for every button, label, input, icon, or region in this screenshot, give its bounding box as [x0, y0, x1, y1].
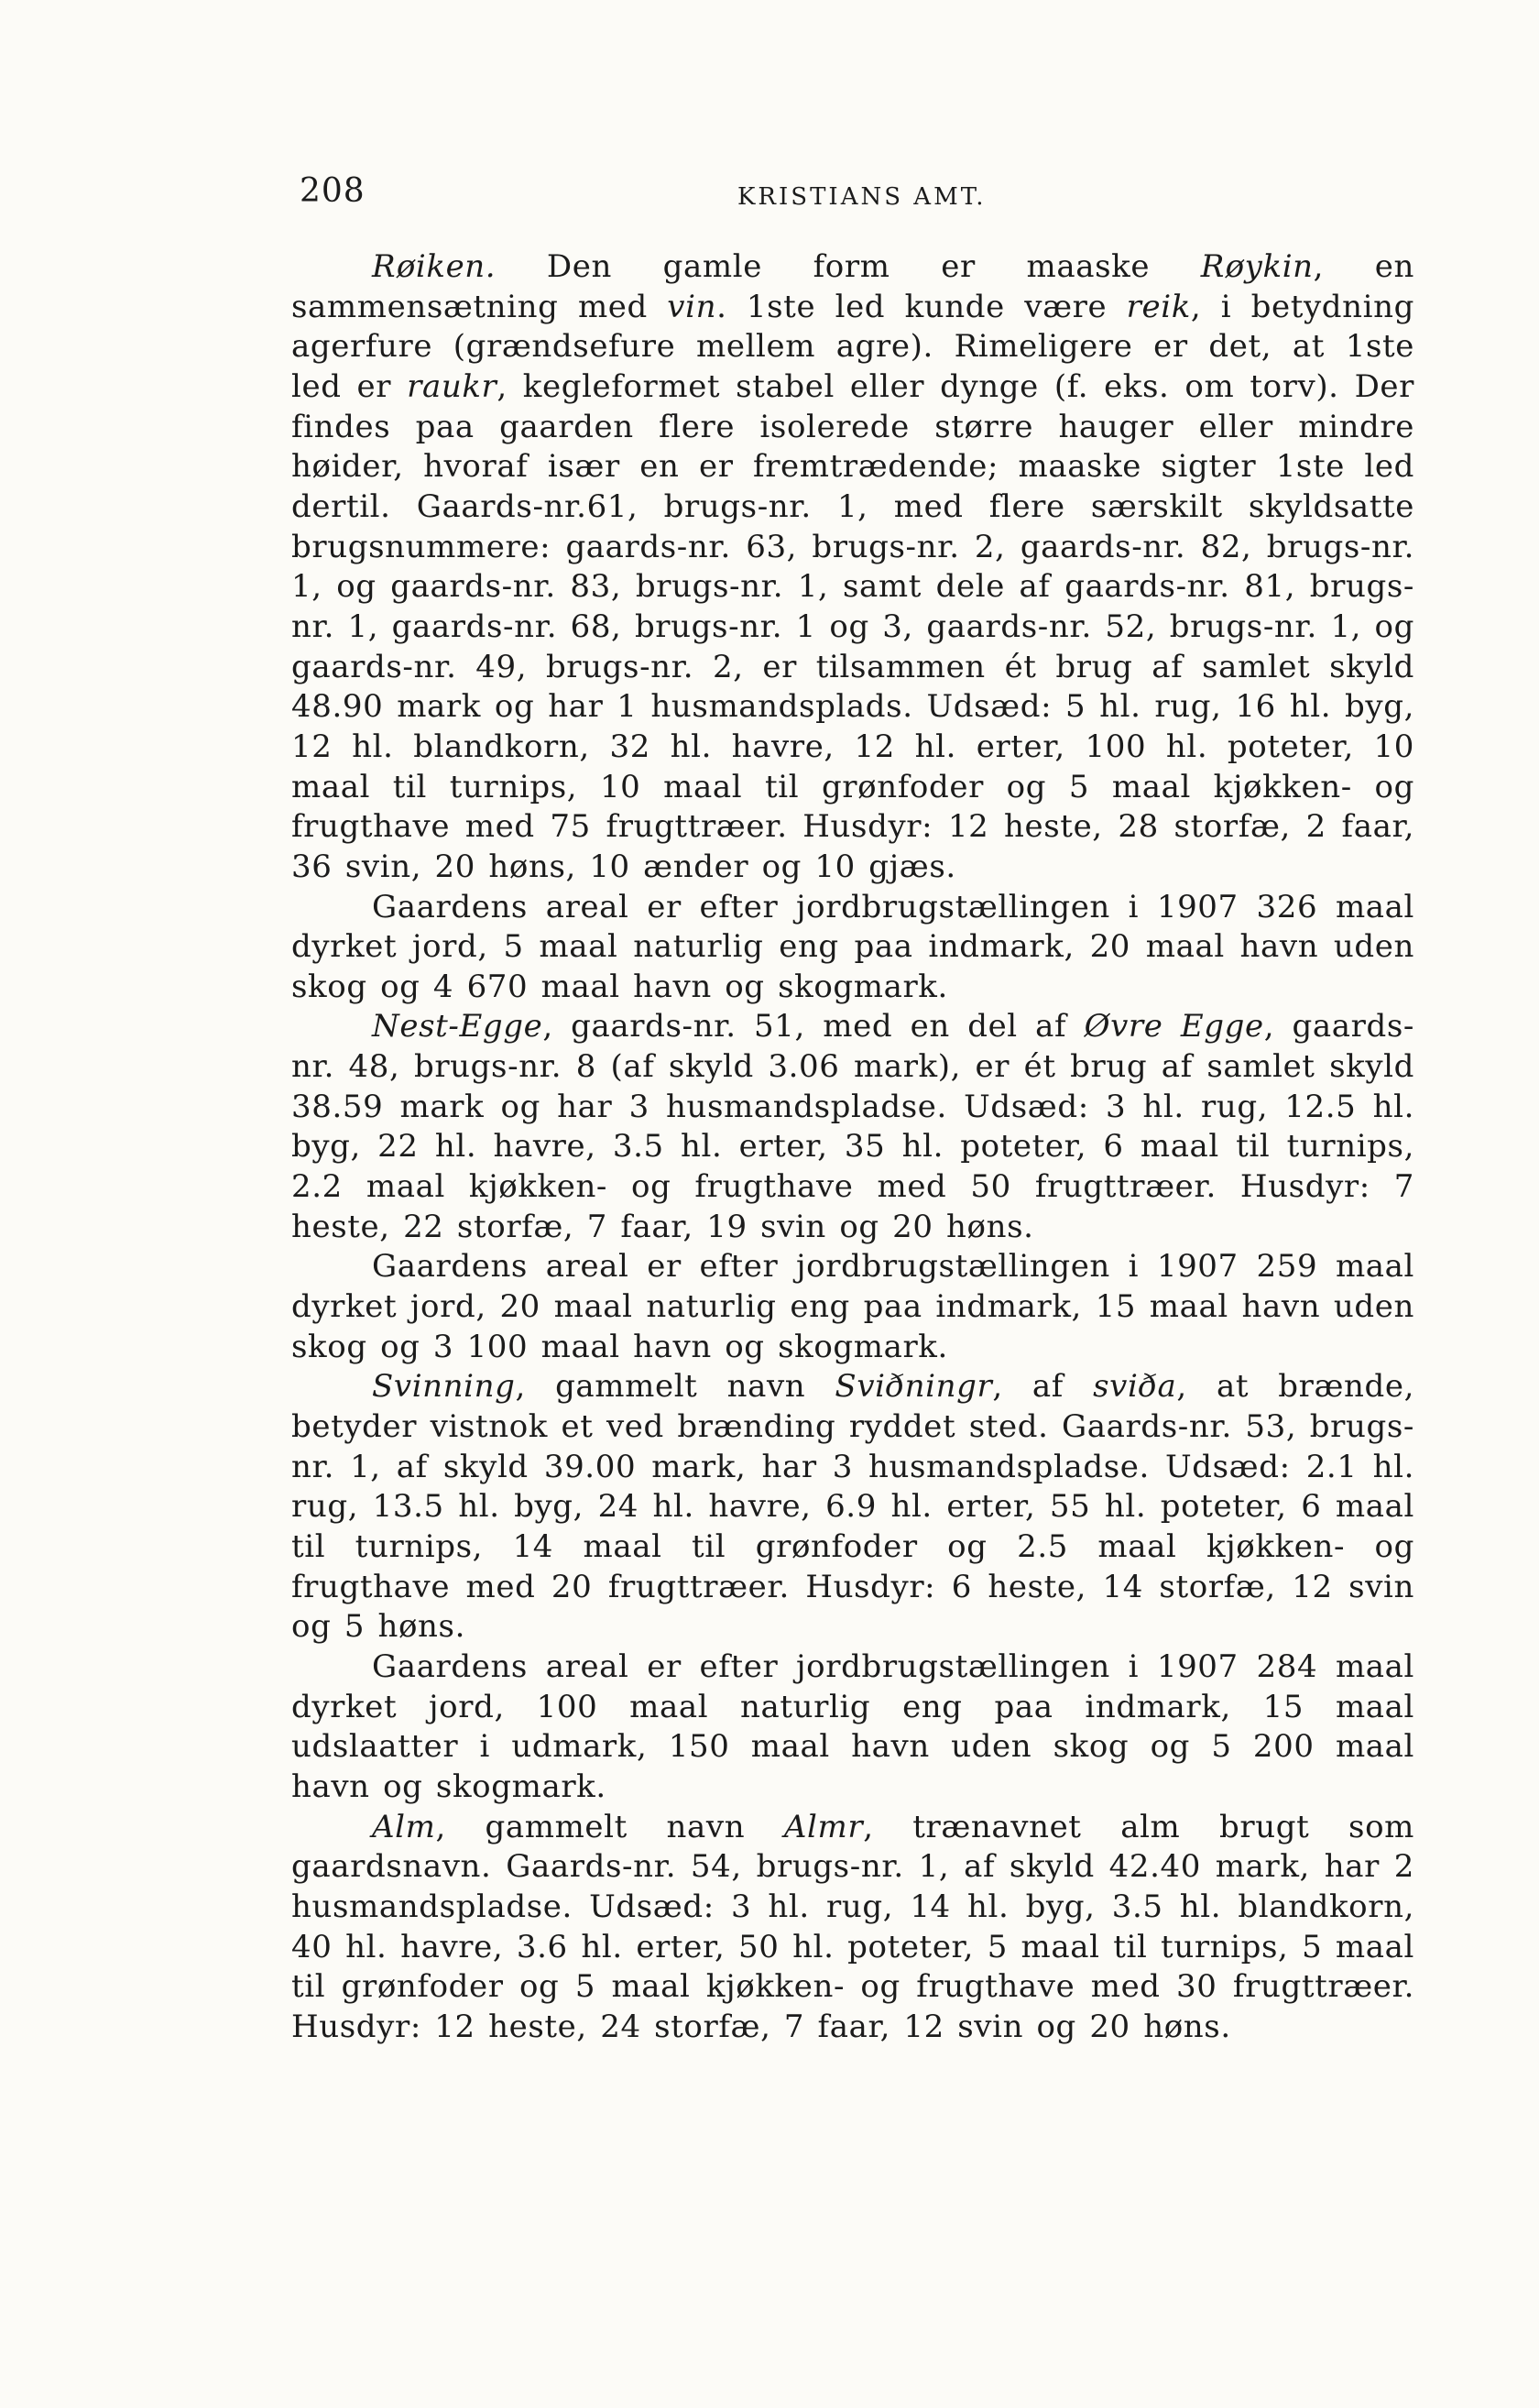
body-text	[291, 247, 1414, 2048]
page-number: 208	[300, 172, 366, 210]
text-run: , gammelt navn	[515, 1368, 835, 1406]
text-run: , at brænde, betyder vistnok et ved brænding ryddet sted. Gaards-nr. 53, brugs-nr. 1, af skyld 39.00 mark, har 3 husmandspladse. Udsæd: 2.1 hl. rug, 13.5 hl. byg, 24 hl. havre, 6.9 hl. erter, 55 hl. poteter, 6 maal til turnips, 14 maal til grønfoder og 2.5 maal kjøkken- og frugthave med 20 frugttræer. Husdyr: 6 heste, 14 storfæ, 12 svin og 5 høns.	[291, 1368, 1415, 1646]
old-name: Almr	[783, 1808, 864, 1845]
farm-name: Øvre Egge	[1084, 1008, 1264, 1045]
paragraph-svinning	[291, 1367, 1414, 1647]
old-name: Sviðningr	[835, 1368, 993, 1406]
farm-name-variant: Røykin	[1200, 248, 1314, 285]
text-run: , gammelt navn	[435, 1808, 784, 1845]
paragraph-nest-egge	[291, 1007, 1414, 1247]
text-run: . 1ste led kunde være	[716, 288, 1127, 325]
paragraph-roiken-area	[291, 888, 1414, 1008]
paragraph-svinning-area	[291, 1647, 1414, 1808]
etymology-term: sviða	[1093, 1368, 1177, 1406]
paragraph-alm	[291, 1808, 1414, 2048]
farm-name: Alm	[372, 1808, 436, 1845]
text-run: , i betydning agerfure (grændsefure mellem agre). Rimeligere er det, at 1ste led er	[291, 288, 1414, 405]
text-run: , gaards-nr. 48, brugs-nr. 8 (af skyld 3.06 mark), er ét brug af samlet skyld 38.59 mark og har 3 husmandspladse. Udsæd: 3 hl. rug, 12.5 hl. byg, 22 hl. havre, 3.5 hl. erter, 35 hl. poteter, 6 maal til turnips, 2.2 maal kjøkken- og frugthave med 50 frugttræer. Husdyr: 7 heste, 22 storfæ, 7 faar, 19 svin og 20 høns.	[291, 1008, 1414, 1245]
etymology-term: vin	[667, 288, 717, 325]
farm-name: Nest-Egge	[372, 1008, 543, 1045]
farm-name: Svinning	[372, 1368, 516, 1406]
text-run: Den gamle form er maaske	[496, 248, 1201, 285]
farm-name: Røiken.	[372, 248, 497, 285]
text-run: Gaardens areal er efter jordbrugstællingen i 1907 284 maal dyrket jord, 100 maal naturlig eng paa indmark, 15 maal udslaatter i udmark, 150 maal havn uden skog og 5 200 maal havn og skogmark.	[291, 1647, 1414, 1805]
paragraph-nest-egge-area	[291, 1247, 1414, 1367]
text-run: , gaards-nr. 51, med en del af	[542, 1008, 1085, 1045]
text-run: , kegleformet stabel eller dynge (f. eks. om torv). Der findes paa gaarden flere isolerede større hauger eller mindre høider, hvoraf især en er fremtrædende; maaske sigter 1ste led dertil. Gaards-nr.61, brugs-nr. 1, med flere særskilt skyldsatte brugsnummere: gaards-nr. 63, brugs-nr. 2, gaards-nr. 82, brugs-nr. 1, og gaards-nr. 83, brugs-nr. 1, samt dele af gaards-nr. 81, brugs-nr. 1, gaards-nr. 68, brugs-nr. 1 og 3, gaards-nr. 52, brugs-nr. 1, og gaards-nr. 49, brugs-nr. 2, er tilsammen ét brug af samlet skyld 48.90 mark og har 1 husmandsplads. Udsæd: 5 hl. rug, 16 hl. byg, 12 hl. blandkorn, 32 hl. havre, 12 hl. erter, 100 hl. poteter, 10 maal til turnips, 10 maal til grønfoder og 5 maal kjøkken- og frugthave med 75 frugttræer. Husdyr: 12 heste, 28 storfæ, 2 faar, 36 svin, 20 høns, 10 ænder og 10 gjæs.	[291, 367, 1415, 885]
etymology-term: reik	[1126, 288, 1191, 325]
text-run: , en sammensætning med	[291, 248, 1414, 325]
etymology-term: raukr	[407, 367, 497, 405]
running-title: KRISTIANS AMT.	[737, 183, 987, 211]
text-run: Gaardens areal er efter jordbrugstællingen i 1907 259 maal dyrket jord, 20 maal naturlig eng paa indmark, 15 maal havn uden skog og 3 100 maal havn og skogmark.	[291, 1248, 1414, 1365]
paragraph-roiken	[291, 247, 1414, 888]
text-run: Gaardens areal er efter jordbrugstællingen i 1907 326 maal dyrket jord, 5 maal naturlig eng paa indmark, 20 maal havn uden skog og 4 670 maal havn og skogmark.	[291, 888, 1414, 1005]
page-header	[298, 165, 1415, 220]
text-run: , trænavnet alm brugt som gaardsnavn. Gaards-nr. 54, brugs-nr. 1, af skyld 42.40 mark, har 2 husmandspladse. Udsæd: 3 hl. rug, 14 hl. byg, 3.5 hl. blandkorn, 40 hl. havre, 3.6 hl. erter, 50 hl. poteter, 5 maal til turnips, 5 maal til grønfoder og 5 maal kjøkken- og frugthave med 30 frugttræer. Husdyr: 12 heste, 24 storfæ, 7 faar, 12 svin og 20 høns.	[291, 1808, 1414, 2045]
text-run: , af	[992, 1368, 1094, 1406]
